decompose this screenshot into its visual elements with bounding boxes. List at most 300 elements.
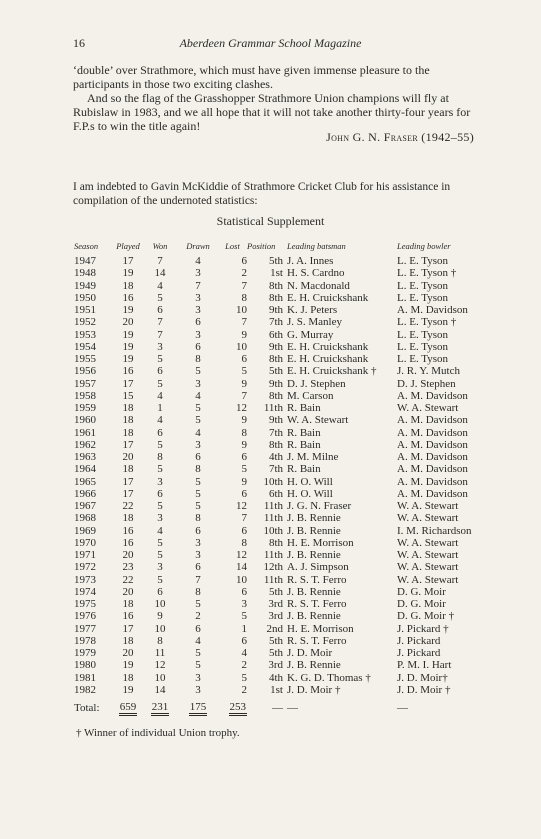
cell-lost: 9 — [241, 328, 247, 341]
cell-played: 18 — [122, 414, 134, 427]
cell-drawn: 3 — [195, 377, 201, 390]
cell-season: 1951 — [74, 304, 96, 316]
cell-position: 9th — [268, 304, 283, 316]
cell-played: 16 — [122, 365, 134, 378]
cell-won: 6 — [157, 426, 163, 439]
cell-won: 3 — [157, 475, 163, 488]
cell-lost: 12 — [236, 402, 247, 414]
cell-drawn: 2 — [195, 610, 201, 623]
cell-won: 10 — [154, 671, 166, 684]
cell-drawn: 3 — [195, 438, 201, 451]
cell-played: 22 — [122, 573, 134, 586]
cell-position: 4th — [268, 451, 283, 463]
cell-leading-bowler: W. A. Stewart — [397, 561, 459, 574]
cell-played: 20 — [122, 549, 134, 561]
cell-leading-bowler: L. E. Tyson — [397, 328, 448, 341]
table-row — [74, 525, 497, 537]
cell-won: 9 — [157, 610, 163, 623]
cell-leading-bowler: W. A. Stewart — [397, 549, 459, 561]
cell-lost: 5 — [241, 610, 247, 623]
cell-won: 5 — [157, 573, 163, 586]
cell-position: 9th — [268, 340, 283, 353]
cell-season: 1972 — [74, 561, 96, 574]
cell-won: 7 — [157, 316, 163, 329]
cell-drawn: 5 — [195, 402, 201, 414]
cell-position: 7th — [268, 426, 283, 439]
cell-lost: 12 — [236, 500, 247, 512]
page-number: 16 — [73, 36, 85, 50]
cell-played: 15 — [122, 389, 134, 402]
cell-leading-bowler: W. A. Stewart — [397, 402, 459, 414]
cell-won: 8 — [157, 451, 163, 463]
paragraph-continuation: ‘double’ over Strathmore, which must have given immense pleasure to the participants in those two exciting clashes. — [73, 63, 430, 91]
cell-position: 11th — [263, 500, 283, 512]
cell-season: 1981 — [74, 671, 96, 684]
table-row — [74, 476, 497, 488]
table-row — [74, 537, 497, 549]
cell-won: 1 — [157, 402, 163, 414]
cell-lost: 9 — [241, 414, 247, 427]
cell-position: 11th — [263, 549, 283, 561]
cell-lost: 9 — [241, 475, 247, 488]
cell-played: 23 — [122, 561, 134, 574]
cell-position: 11th — [263, 573, 283, 586]
cell-lost: 7 — [241, 316, 247, 329]
cell-played: 16 — [122, 524, 134, 537]
cell-season: 1979 — [74, 647, 96, 659]
cell-played: 19 — [122, 304, 134, 316]
cell-leading-bowler: W. A. Stewart — [397, 500, 459, 512]
cell-position: 8th — [268, 389, 283, 402]
cell-won: 5 — [157, 291, 163, 304]
cell-played: 19 — [122, 328, 134, 341]
cell-leading-batsman: J. B. Rennie — [287, 512, 341, 525]
table-row — [74, 549, 497, 561]
header-played: Played — [116, 241, 140, 251]
total-row — [74, 696, 497, 716]
cell-leading-bowler: L. E. Tyson † — [397, 267, 457, 280]
paragraph-flag: And so the flag of the Grasshopper Strathmore Union champions will fly at Rubislaw in 1983, and we all hope that it will not take another thirty-four years for F.P.s to win the title again! — [73, 91, 471, 133]
table-row — [74, 488, 497, 500]
cell-leading-batsman: J. B. Rennie — [287, 585, 341, 598]
cell-position: 12th — [263, 561, 283, 574]
cell-lost: 5 — [241, 463, 247, 476]
cell-played: 19 — [122, 267, 134, 280]
cell-drawn: 4 — [195, 389, 201, 402]
cell-season: 1950 — [74, 291, 96, 304]
cell-drawn: 8 — [195, 512, 201, 525]
cell-leading-batsman: R. Bain — [287, 402, 321, 414]
running-header: Aberdeen Grammar School Magazine — [179, 36, 362, 50]
table-row — [74, 353, 497, 365]
cell-position: 8th — [268, 353, 283, 365]
cell-position: 4th — [268, 671, 283, 684]
table-header-row — [74, 240, 497, 255]
cell-lost: 10 — [236, 340, 247, 353]
table-row — [74, 610, 497, 622]
cell-leading-bowler: A. M. Davidson — [397, 487, 468, 500]
table-row — [74, 439, 497, 451]
cell-played: 19 — [122, 659, 134, 672]
cell-won: 8 — [157, 634, 163, 647]
cell-drawn: 4 — [195, 255, 201, 267]
cell-season: 1947 — [74, 255, 96, 267]
cell-lost: 7 — [241, 512, 247, 525]
table-body — [74, 255, 497, 696]
cell-won: 11 — [154, 647, 166, 659]
cell-position: 3rd — [268, 598, 283, 610]
cell-position: 8th — [268, 279, 283, 292]
cell-drawn: 3 — [195, 683, 201, 696]
cell-lost: 6 — [241, 634, 247, 647]
cell-played: 20 — [122, 316, 134, 329]
cell-won: 6 — [157, 487, 163, 500]
cell-drawn: 7 — [195, 573, 201, 586]
cell-position: 11th — [263, 402, 283, 414]
cell-played: 18 — [122, 598, 134, 610]
cell-won: 3 — [157, 561, 163, 574]
cell-leading-batsman: W. A. Stewart — [287, 414, 349, 427]
header-leading-batsman: Leading batsman — [287, 241, 346, 251]
cell-leading-bowler: D. G. Moir — [397, 598, 446, 610]
cell-leading-batsman: R. S. T. Ferro — [287, 573, 347, 586]
cell-drawn: 8 — [195, 585, 201, 598]
cell-leading-batsman: R. S. T. Ferro — [287, 598, 347, 610]
table-row — [74, 427, 497, 439]
cell-leading-bowler: W. A. Stewart — [397, 512, 459, 525]
table-row — [74, 292, 497, 304]
cell-leading-bowler: P. M. I. Hart — [397, 659, 452, 672]
table-row — [74, 255, 497, 267]
table-row — [74, 280, 497, 292]
cell-season: 1970 — [74, 536, 96, 549]
cell-leading-batsman: G. Murray — [287, 328, 334, 341]
cell-played: 18 — [122, 512, 134, 525]
cell-leading-bowler: A. M. Davidson — [397, 389, 468, 402]
total-played: 659 — [119, 701, 138, 716]
cell-season: 1953 — [74, 328, 96, 341]
cell-season: 1968 — [74, 512, 96, 525]
cell-season: 1961 — [74, 426, 96, 439]
cell-position: 6th — [268, 328, 283, 341]
cell-season: 1962 — [74, 438, 96, 451]
table-row — [74, 586, 497, 598]
total-batsman: — — [287, 701, 298, 714]
header-drawn: Drawn — [186, 241, 210, 251]
cell-won: 6 — [157, 365, 163, 378]
cell-lost: 6 — [241, 487, 247, 500]
cell-season: 1955 — [74, 353, 96, 365]
cell-leading-batsman: J. B. Rennie — [287, 610, 341, 623]
table-title: Statistical Supplement — [216, 214, 325, 228]
cell-season: 1971 — [74, 549, 96, 561]
cell-won: 3 — [157, 512, 163, 525]
cell-played: 17 — [122, 475, 134, 488]
cell-leading-bowler: J. Pickard † — [397, 622, 449, 635]
cell-drawn: 6 — [195, 524, 201, 537]
cell-leading-batsman: A. J. Simpson — [287, 561, 349, 574]
cell-leading-batsman: E. H. Cruickshank — [287, 340, 369, 353]
table-row — [74, 672, 497, 684]
cell-played: 20 — [122, 585, 134, 598]
cell-leading-bowler: W. A. Stewart — [397, 536, 459, 549]
author-signature: John G. N. Fraser (1942–55) — [326, 130, 474, 144]
cell-won: 10 — [154, 598, 166, 610]
cell-drawn: 3 — [195, 536, 201, 549]
cell-position: 9th — [268, 377, 283, 390]
cell-won: 6 — [157, 585, 163, 598]
cell-leading-batsman: J. B. Rennie — [287, 659, 341, 672]
cell-position: 8th — [268, 438, 283, 451]
cell-position: 10th — [263, 475, 283, 488]
cell-drawn: 3 — [195, 549, 201, 561]
cell-drawn: 6 — [195, 561, 201, 574]
cell-drawn: 5 — [195, 647, 201, 659]
cell-position: 8th — [268, 291, 283, 304]
table-row — [74, 316, 497, 328]
total-position: — — [272, 701, 283, 714]
cell-position: 5th — [268, 634, 283, 647]
cell-leading-bowler: A. M. Davidson — [397, 438, 468, 451]
cell-leading-batsman: H. S. Cardno — [287, 267, 345, 280]
cell-lost: 6 — [241, 255, 247, 267]
cell-played: 20 — [122, 647, 134, 659]
cell-season: 1980 — [74, 659, 96, 672]
cell-leading-batsman: E. H. Cruickshank — [287, 291, 369, 304]
cell-played: 18 — [122, 279, 134, 292]
cell-position: 5th — [268, 647, 283, 659]
cell-leading-batsman: J. B. Rennie — [287, 549, 341, 561]
cell-lost: 2 — [241, 659, 247, 672]
cell-won: 4 — [157, 389, 163, 402]
cell-lost: 8 — [241, 536, 247, 549]
cell-won: 5 — [157, 353, 163, 365]
cell-played: 18 — [122, 402, 134, 414]
cell-drawn: 6 — [195, 340, 201, 353]
cell-leading-batsman: H. O. Will — [287, 487, 333, 500]
cell-lost: 12 — [236, 549, 247, 561]
cell-leading-bowler: L. E. Tyson — [397, 291, 448, 304]
cell-played: 18 — [122, 634, 134, 647]
cell-drawn: 6 — [195, 451, 201, 463]
cell-leading-batsman: R. Bain — [287, 438, 321, 451]
cell-leading-bowler: A. M. Davidson — [397, 414, 468, 427]
table-row — [74, 365, 497, 377]
cell-drawn: 6 — [195, 622, 201, 635]
cell-leading-bowler: A. M. Davidson — [397, 451, 468, 463]
cell-season: 1956 — [74, 365, 96, 378]
cell-position: 3rd — [268, 659, 283, 672]
table-row — [74, 329, 497, 341]
cell-position: 7th — [268, 463, 283, 476]
cell-drawn: 3 — [195, 267, 201, 280]
cell-played: 18 — [122, 671, 134, 684]
cell-drawn: 3 — [195, 328, 201, 341]
total-drawn: 175 — [189, 701, 208, 716]
cell-season: 1949 — [74, 279, 96, 292]
cell-leading-batsman: J. B. Rennie — [287, 524, 341, 537]
cell-leading-bowler: A. M. Davidson — [397, 304, 468, 316]
cell-won: 6 — [157, 304, 163, 316]
cell-played: 20 — [122, 451, 134, 463]
cell-lost: 8 — [241, 426, 247, 439]
cell-lost: 3 — [241, 598, 247, 610]
cell-lost: 6 — [241, 353, 247, 365]
cell-leading-bowler: A. M. Davidson — [397, 475, 468, 488]
cell-played: 19 — [122, 340, 134, 353]
cell-leading-batsman: N. Macdonald — [287, 279, 350, 292]
cell-drawn: 5 — [195, 598, 201, 610]
cell-played: 19 — [122, 683, 134, 696]
cell-leading-bowler: L. E. Tyson — [397, 279, 448, 292]
cell-leading-batsman: R. S. T. Ferro — [287, 634, 347, 647]
cell-leading-bowler: L. E. Tyson — [397, 340, 448, 353]
cell-played: 16 — [122, 536, 134, 549]
cell-leading-batsman: H. E. Morrison — [287, 622, 354, 635]
cell-lost: 2 — [241, 267, 247, 280]
cell-won: 3 — [157, 340, 163, 353]
cell-drawn: 3 — [195, 304, 201, 316]
table-row — [74, 304, 497, 316]
cell-lost: 8 — [241, 291, 247, 304]
cell-lost: 5 — [241, 671, 247, 684]
table-row — [74, 598, 497, 610]
cell-lost: 1 — [241, 622, 247, 635]
total-lost: 253 — [229, 701, 248, 716]
table-row — [74, 659, 497, 671]
cell-season: 1982 — [74, 683, 96, 696]
cell-season: 1952 — [74, 316, 96, 329]
cell-played: 16 — [122, 610, 134, 623]
cell-won: 14 — [154, 267, 166, 280]
cell-won: 10 — [154, 622, 166, 635]
cell-position: 11th — [263, 512, 283, 525]
cell-lost: 4 — [241, 647, 247, 659]
cell-won: 7 — [157, 255, 163, 267]
cell-lost: 10 — [236, 573, 247, 586]
cell-won: 5 — [157, 438, 163, 451]
cell-leading-bowler: J. D. Moir † — [397, 683, 451, 696]
cell-position: 1st — [270, 683, 283, 696]
table-row — [74, 647, 497, 659]
cell-won: 5 — [157, 549, 163, 561]
cell-leading-batsman: J. D. Moir † — [287, 683, 341, 696]
cell-leading-bowler: D. G. Moir — [397, 585, 446, 598]
table-row — [74, 574, 497, 586]
cell-played: 18 — [122, 426, 134, 439]
cell-played: 18 — [122, 463, 134, 476]
cell-leading-bowler: J. R. Y. Mutch — [397, 365, 460, 378]
cell-won: 12 — [154, 659, 166, 672]
cell-lost: 10 — [236, 304, 247, 316]
total-label: Total: — [74, 701, 100, 714]
header-season: Season — [74, 241, 99, 251]
cell-won: 5 — [157, 463, 163, 476]
cell-drawn: 5 — [195, 500, 201, 512]
cell-played: 16 — [122, 291, 134, 304]
cell-played: 17 — [122, 487, 134, 500]
cell-position: 9th — [268, 414, 283, 427]
cell-season: 1959 — [74, 402, 96, 414]
cell-won: 4 — [157, 279, 163, 292]
cell-won: 4 — [157, 524, 163, 537]
cell-drawn: 4 — [195, 634, 201, 647]
cell-played: 17 — [122, 438, 134, 451]
cell-leading-bowler: D. G. Moir † — [397, 610, 455, 623]
statistics-table — [74, 240, 497, 716]
cell-lost: 9 — [241, 438, 247, 451]
table-row — [74, 341, 497, 353]
cell-leading-batsman: D. J. Stephen — [287, 377, 346, 390]
cell-leading-batsman: K. G. D. Thomas † — [287, 671, 371, 684]
cell-leading-bowler: L. E. Tyson — [397, 353, 448, 365]
cell-drawn: 8 — [195, 463, 201, 476]
cell-season: 1973 — [74, 573, 96, 586]
cell-season: 1960 — [74, 414, 96, 427]
header-leading-bowler: Leading bowler — [397, 241, 451, 251]
cell-leading-bowler: A. M. Davidson — [397, 463, 468, 476]
cell-lost: 6 — [241, 451, 247, 463]
cell-position: 1st — [270, 267, 283, 280]
table-row — [74, 267, 497, 279]
cell-drawn: 5 — [195, 659, 201, 672]
cell-won: 5 — [157, 500, 163, 512]
cell-lost: 14 — [236, 561, 247, 574]
cell-drawn: 3 — [195, 671, 201, 684]
cell-played: 17 — [122, 377, 134, 390]
cell-drawn: 5 — [195, 475, 201, 488]
header-lost: Lost — [225, 241, 240, 251]
cell-drawn: 4 — [195, 426, 201, 439]
cell-played: 19 — [122, 353, 134, 365]
cell-won: 5 — [157, 377, 163, 390]
paragraph-acknowledgement: I am indebted to Gavin McKiddie of Strathmore Cricket Club for his assistance in compilation of the undernoted statistics: — [73, 181, 451, 207]
cell-drawn: 5 — [195, 365, 201, 378]
table-row — [74, 561, 497, 573]
table-row — [74, 390, 497, 402]
table-row — [74, 623, 497, 635]
cell-leading-batsman: H. E. Morrison — [287, 536, 354, 549]
cell-leading-bowler: L. E. Tyson † — [397, 316, 457, 329]
table-row — [74, 635, 497, 647]
footnote: † Winner of individual Union trophy. — [76, 727, 240, 739]
cell-season: 1977 — [74, 622, 96, 635]
cell-season: 1967 — [74, 500, 96, 512]
total-won: 231 — [151, 701, 170, 716]
cell-season: 1969 — [74, 524, 96, 537]
cell-lost: 2 — [241, 683, 247, 696]
cell-position: 5th — [268, 585, 283, 598]
cell-drawn: 5 — [195, 414, 201, 427]
cell-season: 1963 — [74, 451, 96, 463]
cell-leading-batsman: R. Bain — [287, 463, 321, 476]
cell-position: 5th — [268, 365, 283, 378]
cell-leading-bowler: L. E. Tyson — [397, 255, 448, 267]
cell-season: 1974 — [74, 585, 96, 598]
cell-drawn: 8 — [195, 353, 201, 365]
cell-lost: 6 — [241, 585, 247, 598]
table-row — [74, 512, 497, 524]
cell-leading-batsman: J. M. Milne — [287, 451, 339, 463]
cell-leading-batsman: M. Carson — [287, 389, 334, 402]
cell-season: 1948 — [74, 267, 96, 280]
cell-position: 5th — [268, 255, 283, 267]
total-bowler: — — [397, 701, 408, 714]
cell-leading-batsman: J. D. Moir — [287, 647, 333, 659]
cell-season: 1954 — [74, 340, 96, 353]
cell-lost: 7 — [241, 389, 247, 402]
cell-drawn: 7 — [195, 279, 201, 292]
